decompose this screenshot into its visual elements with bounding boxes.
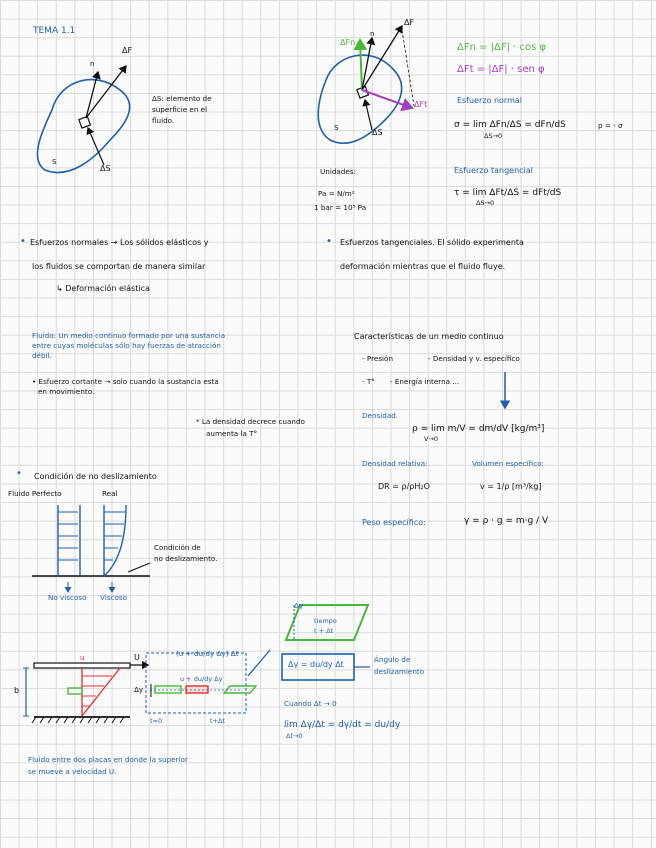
elastic-deformation: ↳ Deformación elástica: [56, 284, 150, 293]
units-pa: Pa = N/m²: [318, 189, 355, 198]
perfect-fluid-label: Fluido Perfecto: [8, 489, 62, 498]
fig2-n-label: n: [370, 29, 375, 38]
density-eq: ρ = lim m/V = dm/dV [kg/m³]: [412, 424, 545, 434]
density-note-1: * La densidad decrece cuando: [196, 417, 305, 426]
u-top-label: u: [80, 653, 85, 662]
fig2-ds-label: ΔS: [372, 128, 383, 137]
dgamma-label: Δγ: [294, 601, 304, 610]
shear-angle-2: deslizamiento: [374, 667, 425, 676]
real-fluid-label: Real: [102, 489, 118, 498]
fig1-element: [79, 117, 91, 129]
fig1-ds-desc-1: ΔS: elemento de: [152, 94, 212, 103]
shear-note-2: en movimiento.: [38, 387, 95, 396]
fig1-df-label: ΔF: [122, 46, 133, 55]
fig2-df-label: ΔF: [404, 18, 415, 27]
tdt-label: t+Δt: [210, 717, 225, 725]
displacement-eq: (u + du/dy Δy) Δt: [176, 649, 239, 658]
page-title: TEMA 1.1: [33, 26, 76, 36]
normal-stress-limit: ΔS→0: [484, 132, 503, 140]
no-slip-cond-1: Condición de: [154, 543, 201, 552]
normal-stress-note-2: los fluidos se comportan de manera similar: [32, 262, 206, 271]
t0-label: t=0: [150, 717, 163, 725]
fig1-n-label: n: [90, 59, 95, 68]
continuum-item-energy: - Energía interna ...: [390, 377, 460, 386]
relative-density-eq: DR = ρ/ρH₂O: [378, 482, 430, 491]
viscous-label: Viscoso: [100, 593, 127, 602]
U-label: U: [134, 653, 140, 662]
fig2-fn-label: ΔFn: [340, 38, 356, 47]
pressure-eq: p = - σ: [598, 121, 623, 130]
specific-volume-eq: v = 1/ρ [m³/kg]: [480, 482, 542, 491]
normal-stress-eq: σ = lim ΔFn/ΔS = dFn/dS: [454, 120, 566, 130]
continuum-item-pressure: - Presión: [362, 354, 393, 363]
dy-label: Δy: [134, 685, 144, 694]
tangential-stress-eq: τ = lim ΔFt/ΔS = dFt/dS: [454, 188, 562, 198]
formula-ft: ΔFt = |ΔF| · sen φ: [457, 64, 545, 75]
time-label-1: tiempo: [314, 617, 337, 625]
density-limit: V→0: [424, 435, 439, 443]
fig2-s-label: S: [334, 123, 339, 132]
relative-density-label: Densidad relativa:: [362, 459, 428, 468]
time-label-2: t + Δt: [314, 627, 334, 635]
formula-fn: ΔFn = |ΔF| · cos φ: [457, 42, 547, 53]
continuum-item-temp: - T°: [362, 377, 375, 386]
fluid-definition-1: Fluido: Un medio continuo formado por una sustancia: [32, 331, 226, 340]
no-slip-cond-2: no deslizamiento.: [154, 554, 218, 563]
specific-weight-label: Peso específico:: [362, 518, 426, 527]
bullet: •: [20, 236, 26, 247]
shear-angle-1: Ángulo de: [374, 655, 411, 664]
units-bar: 1 bar = 10⁵ Pa: [314, 203, 367, 212]
fluid-definition-2: entre cuyas moléculas sólo hay fuerzas de atracción: [32, 341, 221, 350]
density-note-2: aumenta la T°: [206, 429, 258, 438]
fig1-s-label: S: [52, 157, 57, 166]
units-title: Unidades:: [320, 167, 356, 176]
footer-note-2: se mueve a velocidad U.: [28, 767, 117, 776]
continuum-item-density: - Densidad y v. específico: [428, 354, 520, 363]
tangential-stress-title: Esfuerzo tangencial: [454, 166, 533, 175]
tangential-stress-note: Esfuerzos tangenciales. El sólido experimenta: [340, 238, 524, 247]
bullet: •: [326, 236, 332, 247]
b-label: b: [14, 686, 20, 695]
fig2-ft-label: ΔFt: [414, 100, 428, 109]
fig1-ds-desc-3: fluido.: [152, 116, 175, 125]
normal-stress-title: Esfuerzo normal: [457, 96, 522, 105]
footer-note-1: Fluido entre dos placas en donde la superior: [28, 755, 188, 764]
fig1-ds-desc-2: superficie en el: [152, 105, 208, 114]
limit-eq: lim Δγ/Δt = dγ/dt = du/dy: [284, 720, 401, 730]
density-label: Densidad.: [362, 411, 399, 420]
dgamma-eq: Δγ = du/dy Δt: [288, 660, 344, 669]
fluid-definition-3: débil.: [32, 351, 52, 360]
limit-sub: Δt→0: [286, 732, 303, 740]
tangential-stress-note-2: deformación mientras que el fluido fluye.: [340, 262, 506, 271]
inviscid-label: No viscoso: [48, 593, 87, 602]
velocity-eq: u + du/dy Δy: [180, 675, 223, 683]
fig1-ds-label: ΔS: [100, 164, 111, 173]
specific-weight-eq: γ = ρ · g = m·g / V: [464, 516, 549, 526]
no-slip-title: Condición de no deslizamiento: [34, 472, 157, 481]
shear-note-1: • Esfuerzo cortante → solo cuando la sustancia esta: [32, 377, 219, 386]
continuum-title: Características de un medio continuo: [354, 332, 504, 341]
bullet: •: [16, 468, 22, 479]
when-dt-zero: Cuando Δt → 0: [284, 699, 337, 708]
tangential-stress-limit: ΔS→0: [476, 199, 495, 207]
normal-stress-note: Esfuerzos normales → Los sólidos elásticos y: [30, 238, 209, 247]
specific-volume-label: Volumen específico:: [472, 459, 544, 468]
